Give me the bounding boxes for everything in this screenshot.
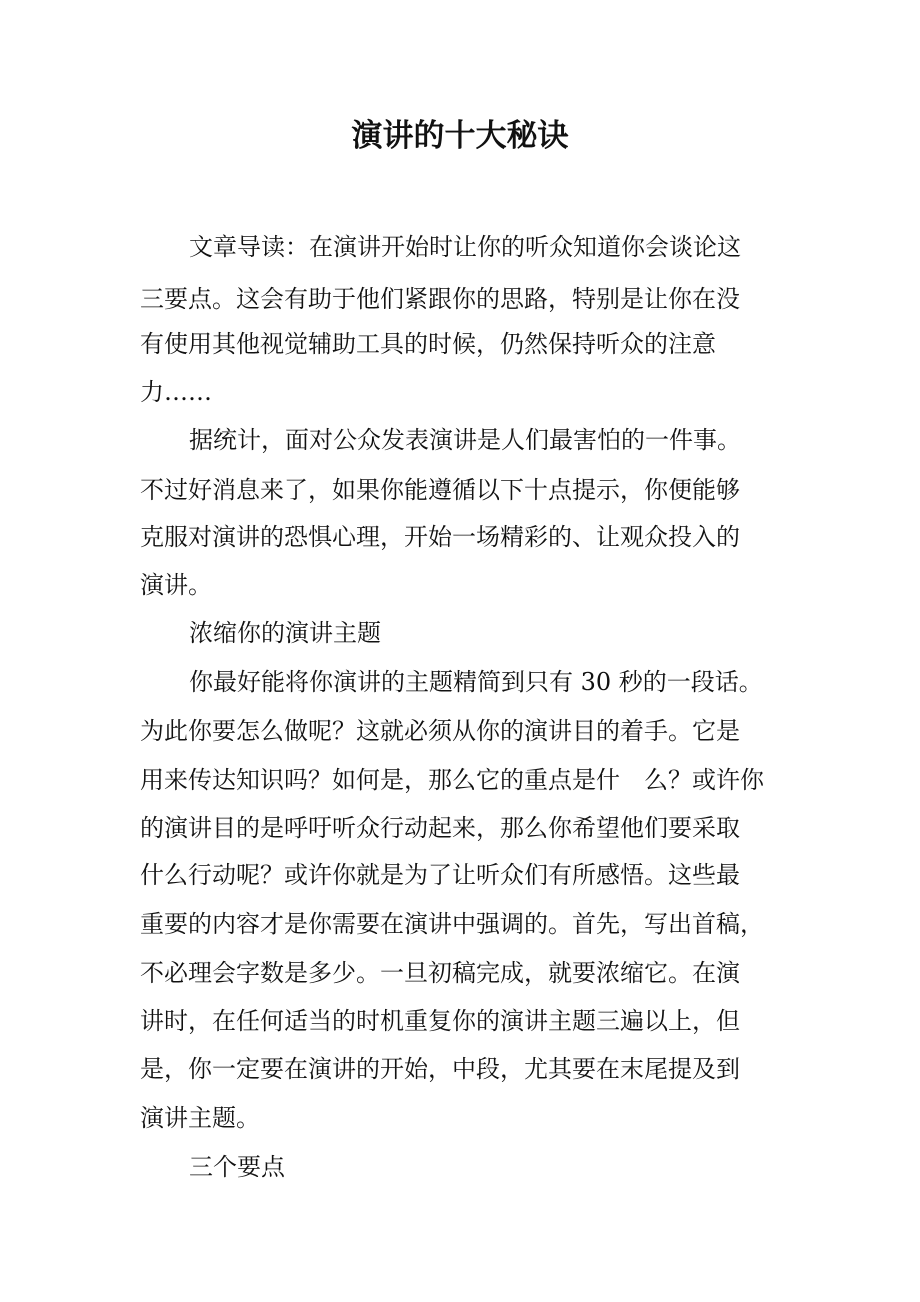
paragraph-theme-line: 是，你一定要在演讲的开始，中段，尤其要在末尾提及到 — [140, 1055, 740, 1083]
paragraph-theme-line: 演讲主题。 — [140, 1104, 260, 1132]
paragraph-theme-line: 用来传达知识吗？如何是，那么它的重点是什 么？或许你 — [140, 766, 764, 794]
document-title: 演讲的十大秘诀 — [351, 118, 569, 154]
section-heading: 浓缩你的演讲主题 — [189, 619, 381, 647]
paragraph-intro-line: 力…… — [140, 378, 212, 406]
paragraph-statistics-line: 据统计，面对公众发表演讲是人们最害怕的一件事。 — [189, 426, 741, 454]
paragraph-theme-line: 你最好能将你演讲的主题精简到只有 30 秒的一段话。 — [189, 668, 763, 696]
paragraph-theme-line: 为此你要怎么做呢？这就必须从你的演讲目的着手。它是 — [140, 717, 740, 745]
paragraph-theme-line: 不必理会字数是多少。一旦初稿完成，就要浓缩它。在演 — [140, 959, 740, 987]
paragraph-theme-line: 重要的内容才是你需要在演讲中强调的。首先，写出首稿， — [140, 910, 764, 938]
paragraph-statistics-line: 克服对演讲的恐惧心理，开始一场精彩的、让观众投入的 — [140, 523, 740, 551]
paragraph-statistics-line: 不过好消息来了，如果你能遵循以下十点提示，你便能够 — [140, 476, 740, 504]
paragraph-intro-line: 三要点。这会有助于他们紧跟你的思路，特别是让你在没 — [140, 285, 740, 313]
paragraph-intro-line: 文章导读：在演讲开始时让你的听众知道你会谈论这 — [189, 233, 741, 261]
paragraph-intro-line: 有使用其他视觉辅助工具的时候，仍然保持听众的注意 — [140, 330, 716, 358]
paragraph-theme-line: 什么行动呢？或许你就是为了让听众们有所感悟。这些最 — [140, 861, 740, 889]
paragraph-statistics-line: 演讲。 — [140, 571, 212, 599]
paragraph-theme-line: 的演讲目的是呼吁听众行动起来，那么你希望他们要采取 — [140, 814, 740, 842]
paragraph-theme-line: 讲时，在任何适当的时机重复你的演讲主题三遍以上，但 — [140, 1007, 740, 1035]
section-heading: 三个要点 — [189, 1153, 285, 1181]
